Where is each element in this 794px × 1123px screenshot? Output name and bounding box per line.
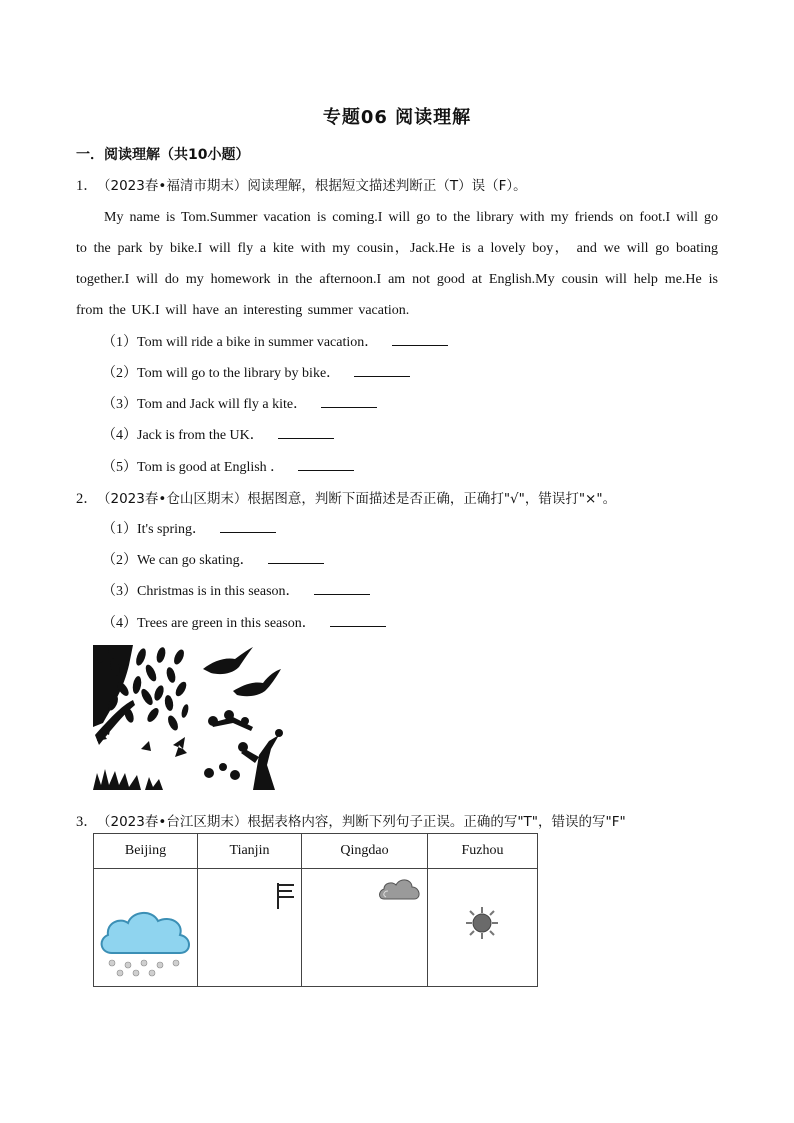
answer-blank[interactable] <box>392 333 448 346</box>
answer-blank[interactable] <box>220 520 276 533</box>
q2-item <box>102 518 276 538</box>
q2-item-text: （2）We can go skating． <box>102 553 254 568</box>
answer-blank[interactable] <box>354 364 410 377</box>
answer-blank[interactable] <box>268 551 324 564</box>
question-3-prompt: （2023春•台江区期末）根据表格内容，判断下列句子正误。正确的写"T"，错误的写"F" <box>103 814 626 830</box>
question-3 <box>76 810 626 831</box>
table-icon-cell <box>302 869 428 987</box>
q1-item-text: （1）Tom will ride a bike in summer vacation． <box>102 335 379 350</box>
weather-table <box>93 833 538 987</box>
answer-blank[interactable] <box>278 426 334 439</box>
question-1-prompt: （2023春•福清市期末）阅读理解，根据短文描述判断正（T）误（F）。 <box>103 178 527 194</box>
answer-blank[interactable] <box>314 582 370 595</box>
q1-item <box>102 456 354 476</box>
table-icon-cell <box>428 869 538 987</box>
snow-cloud-icon <box>98 905 194 979</box>
table-header-cell: Tianjin <box>198 834 302 869</box>
table-header-cell: Beijing <box>94 834 198 869</box>
q1-item <box>102 362 410 382</box>
answer-blank[interactable] <box>298 458 354 471</box>
cloudy-icon <box>378 877 422 903</box>
table-icon-cell <box>94 869 198 987</box>
answer-blank[interactable] <box>321 395 377 408</box>
question-3-number: 3． <box>76 814 98 830</box>
question-1-number: 1． <box>76 178 98 194</box>
q2-item <box>102 612 386 632</box>
q2-item-text: （1）It's spring． <box>102 522 207 537</box>
question-1-passage: My name is Tom.Summer vacation is coming.I will go to the library with my friends on foot.I will go to the park by bike.I will fly a kite with my cousin，Jack.He is a lovely boy， and we will go boating together.I will do my homework in the afternoon.I am not good at English.My cousin will help me.He is from the UK.I will have an interesting summer vacation. <box>76 210 718 318</box>
question-2-prompt: （2023春•仓山区期末）根据图意，判断下面描述是否正确，正确打"√"，错误打"×"。 <box>103 491 617 507</box>
question-2 <box>76 487 616 508</box>
q1-item <box>102 331 448 351</box>
table-header-cell: Fuzhou <box>428 834 538 869</box>
q2-item <box>102 549 324 569</box>
section-heading: 一．阅读理解（共10小题） <box>76 147 250 163</box>
answer-blank[interactable] <box>330 614 386 627</box>
spring-silhouette-image <box>93 645 285 790</box>
table-header-cell: Qingdao <box>302 834 428 869</box>
q2-item-text: （3）Christmas is in this season． <box>102 584 300 599</box>
q1-item <box>102 393 377 413</box>
q1-item-text: （2）Tom will go to the library by bike． <box>102 366 341 381</box>
question-1 <box>76 174 527 195</box>
question-2-number: 2． <box>76 491 98 507</box>
q2-item <box>102 580 370 600</box>
table-icon-cell <box>198 869 302 987</box>
q1-item-text: （3）Tom and Jack will fly a kite． <box>102 397 308 412</box>
page-title: 专题06 阅读理解 <box>322 107 472 128</box>
q1-item-text: （5）Tom is good at English ． <box>102 460 285 475</box>
q2-item-text: （4）Trees are green in this season． <box>102 616 316 631</box>
sunny-icon <box>464 905 500 941</box>
q1-item <box>102 424 334 444</box>
q1-item-text: （4）Jack is from the UK． <box>102 428 264 443</box>
wind-icon <box>276 881 296 911</box>
